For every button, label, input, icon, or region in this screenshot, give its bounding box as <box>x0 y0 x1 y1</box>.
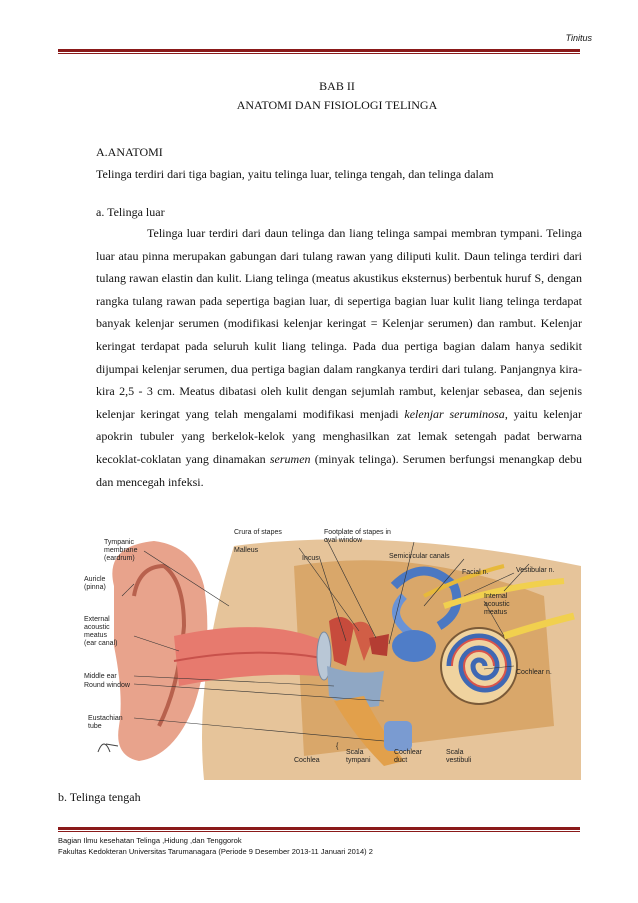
label-middle-ear: Middle ear <box>84 673 117 680</box>
label-malleus: Malleus <box>234 547 259 554</box>
label-crura-of-stapes: Crura of stapes <box>234 529 282 536</box>
ear-anatomy-figure <box>84 526 581 780</box>
label-tympanic-3: (eardrum) <box>104 555 135 562</box>
italic-term-seruminosa: kelenjar seruminosa <box>404 406 505 421</box>
footer-line-1: Bagian Ilmu kesehatan Telinga ,Hidung ,dan Tenggorok <box>58 836 242 845</box>
brace-icon: { <box>336 743 339 750</box>
paragraph-text-2: , yaitu kelenjar apokrin tubuler yang berkelok-kelok yang menghasilkan zat lemak setengah padat berwarna kecoklat-coklatan yang dinamakan <box>96 406 583 466</box>
label-scala-vestibuli-1: Scala <box>446 749 464 756</box>
label-eustachian-2: tube <box>88 723 102 730</box>
paragraph-text-3: (minyak telinga). Serumen berfungsi menangkap debu dan mencegah infeksi. <box>96 451 583 489</box>
label-cochlear-duct-1: Cochlear <box>394 749 423 756</box>
label-auricle-2: (pinna) <box>84 584 106 591</box>
footer-rule <box>58 827 580 832</box>
chapter-number: BAB II <box>319 79 355 93</box>
label-scala-tympani-1: Scala <box>346 749 364 756</box>
footer-line-2: Fakultas Kedokteran Universitas Tarumanagara (Periode 9 Desember 2013-11 Januari 2014) 2 <box>58 847 373 856</box>
label-cochlear-duct-2: duct <box>394 757 408 764</box>
label-scala-tympani-2: tympani <box>346 757 371 764</box>
label-external-3: meatus <box>84 632 107 639</box>
header-rule <box>58 49 580 54</box>
label-internal-1: Internal <box>484 593 508 600</box>
label-external-2: acoustic <box>84 624 110 631</box>
label-scala-vestibuli-2: vestibuli <box>446 757 472 764</box>
label-footplate-2: oval window <box>324 537 363 544</box>
label-semicircular-canals: Semicircular canals <box>389 553 450 560</box>
label-external-1: External <box>84 616 110 623</box>
subsection-heading-telinga-luar: a. Telinga luar <box>96 205 165 219</box>
label-tympanic-1: Tympanic <box>104 539 134 546</box>
subsection-heading-telinga-tengah: b. Telinga tengah <box>58 790 141 804</box>
label-internal-3: meatus <box>484 609 507 616</box>
label-external-4: (ear canal) <box>84 640 118 647</box>
running-header: Tinitus <box>565 33 592 43</box>
label-footplate-1: Footplate of stapes in <box>324 529 391 536</box>
label-auricle-1: Auricle <box>84 576 106 583</box>
label-internal-2: acoustic <box>484 601 510 608</box>
label-facial-nerve: Facial n. <box>462 569 489 576</box>
section-intro: Telinga terdiri dari tiga bagian, yaitu telinga luar, telinga tengah, dan telinga dalam <box>96 167 494 181</box>
paragraph-text-1: Telinga luar terdiri dari daun telinga dan liang telinga sampai membran tympani. Telinga luar atau pinna merupakan gabungan dari tulang rawan yang diliputi kulit. Daun telinga terdiri dari tulang rawan elastin dan kulit. Liang telinga (meatus akustikus eksternus) berbentuk huruf S, dengan rangka tulang rawan pada sepertiga bagian luar, di sepertiga bagian luar kulit liang telinga terdapat banyak kelenjar serumen (modifikasi kelenjar keringat = Kelenjar serumen) dan rambut. Kelenjar keringat terdapat pada seluruh kulit liang telinga. Pada dua pertiga bagian dalam hanya sedikit dijumpai kelenjar serumen, dua pertiga bagian dalam rangkanya terdiri dari tulang. Panjangnya kira-kira 2,5 - 3 cm. Meatus dibatasi oleh kulit dengan sejumlah rambut, kelenjar sebasea, dan sejenis kelenjar keringat yang telah mengalami modifikasi menjadi <box>96 226 582 421</box>
label-cochlear-nerve: Cochlear n. <box>516 669 552 676</box>
label-vestibular-nerve: Vestibular n. <box>516 567 555 574</box>
section-heading-anatomi: A.ANATOMI <box>96 145 163 159</box>
label-incus: Incus <box>302 555 319 562</box>
label-tympanic-2: membrane <box>104 547 138 554</box>
italic-term-serumen: serumen <box>269 451 311 466</box>
body-paragraph-telinga-luar <box>96 222 582 493</box>
chapter-title: ANATOMI DAN FISIOLOGI TELINGA <box>236 98 438 112</box>
ear-anatomy-illustration <box>84 526 581 780</box>
label-round-window: Round window <box>84 682 130 689</box>
label-cochlea: Cochlea <box>294 757 320 764</box>
label-eustachian-1: Eustachian <box>88 715 123 722</box>
